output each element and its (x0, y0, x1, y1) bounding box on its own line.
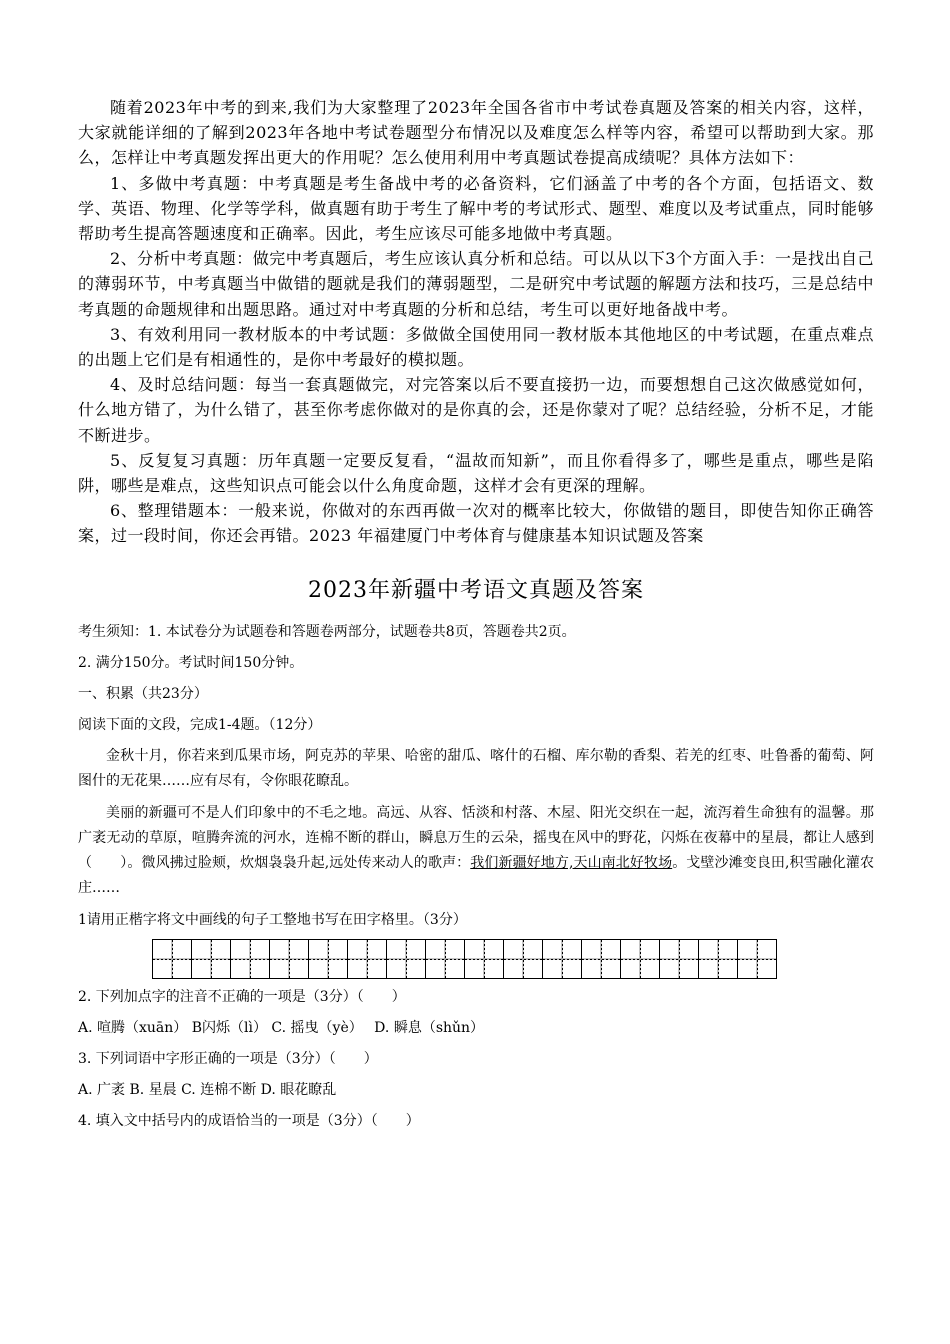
tianzige-guides (192, 940, 230, 978)
tianzige-guides (543, 940, 581, 978)
tianzige-cell (543, 940, 582, 978)
tianzige-guides (153, 940, 191, 978)
passage-paragraph (78, 801, 874, 901)
passage-text: 。戈壁沙滩变良田,积雪融化灌农庄…… (78, 854, 875, 896)
tianzige-guides (465, 940, 503, 978)
tianzige-guides (582, 940, 620, 978)
tianzige-cell (153, 940, 192, 978)
underlined-sentence: 我们新疆好地方,天山南北好牧场 (470, 854, 673, 871)
tianzige-cell (348, 940, 387, 978)
tianzige-cell (309, 940, 348, 978)
tianzige-guides (270, 940, 308, 978)
tianzige-cell (270, 940, 309, 978)
tianzige-guides (387, 940, 425, 978)
tianzige-guides (231, 940, 269, 978)
tianzige-cell (465, 940, 504, 978)
document-page (78, 95, 874, 1140)
question-3: 3. 下列词语中字形正确的一项是（3分）（ ） (78, 1050, 378, 1067)
intro-paragraph: 1、多做中考真题：中考真题是考生备战中考的必备资料，它们涵盖了中考的各个方面，包括语文、数学、英语、物理、化学等学科，做真题有助于考生了解中考的考试形式、题型、难度以及考试重点，同时能够帮助考生提高答题速度和正确率。因此，考生应该尽可能多地做中考真题。 (78, 173, 874, 244)
intro-paragraph: 4、及时总结问题：每当一套真题做完，对完答案以后不要直接扔一边，而要想想自己这次做感觉如何，什么地方错了，为什么错了，甚至你考虑你做对的是你真的会，还是你蒙对了呢？总结经验，分析不足，才能不断进步。 (78, 375, 874, 445)
tianzige-cell (738, 940, 777, 978)
tianzige-cell (699, 940, 738, 978)
section-heading: 一、积累（共23分） (78, 685, 208, 702)
intro-paragraph: 2、分析中考真题：做完中考真题后，考生应该认真分析和总结。可以从以下3个方面入手：一是找出自己的薄弱环节，中考真题当中做错的题就是我们的薄弱题型，二是研究中考试题的解题方法和技巧，三是总结中考真题的命题规律和出题思路。通过对中考真题的分析和总结，考生可以更好地备战中考。 (78, 249, 874, 319)
tianzige-cell (504, 940, 543, 978)
tianzige-cell (621, 940, 660, 978)
tianzige-cell (426, 940, 465, 978)
tianzige-cell (231, 940, 270, 978)
intro-paragraph: 6、整理错题本：一般来说，你做对的东西再做一次对的概率比较大，你做错的题目，即使告知你正确答案，过一段时间，你还会再错。2023 年福建厦门中考体育与健康基本知识试题及答案 (78, 501, 874, 546)
tianzige-cell (582, 940, 621, 978)
question-1: 1请用正楷字将文中画线的句子工整地书写在田字格里。（3分） (78, 911, 467, 928)
tianzige-cell (387, 940, 426, 978)
intro-paragraph: 3、有效利用同一教材版本的中考试题：多做做全国使用同一教材版本其他地区的中考试题，在重点难点的出题上它们是有相通性的，是你中考最好的模拟题。 (78, 324, 874, 370)
tianzige-guides (348, 940, 386, 978)
question-4: 4. 填入文中括号内的成语恰当的一项是（3分）（ ） (78, 1112, 420, 1129)
exam-title: 2023年新疆中考语文真题及答案 (308, 577, 644, 603)
exam-section (78, 620, 874, 1134)
notice-line: 2. 满分150分。考试时间150分钟。 (78, 654, 304, 671)
tianzige-guides (309, 940, 347, 978)
intro-paragraph: 随着2023年中考的到来,我们为大家整理了2023年全国各省市中考试卷真题及答案的相关内容，这样，大家就能详细的了解到2023年各地中考试卷题型分布情况以及难度怎么样等内容，希望可以帮助到大家。那么，怎样让中考真题发挥出更大的作用呢？怎么使用利用中考真题试卷提高成绩呢？具体方法如下： (78, 98, 874, 168)
tianzige-guides (426, 940, 464, 978)
passage-paragraph: 金秋十月，你若来到瓜果市场，阿克苏的苹果、哈密的甜瓜、喀什的石榴、库尔勒的香梨、若羌的红枣、吐鲁番的葡萄、阿图什的无花果……应有尽有，令你眼花瞭乱。 (78, 747, 874, 789)
tianzige-guides (660, 940, 698, 978)
reading-instruction: 阅读下面的文段，完成1-4题。（12分） (78, 716, 322, 733)
question-2: 2. 下列加点字的注音不正确的一项是（3分）（ ） (78, 988, 406, 1005)
tianzige-grid (152, 939, 777, 979)
question-3-options: A. 广袤 B. 星晨 C. 连棉不断 D. 眼花瞭乱 (78, 1081, 337, 1098)
question-2-options: A. 喧腾（xuān） B闪烁（lì） C. 摇曳（yè） D. 瞬息（shǔn） (78, 1019, 485, 1036)
tianzige-guides (504, 940, 542, 978)
tianzige-guides (738, 940, 776, 978)
intro-paragraph: 5、反复复习真题：历年真题一定要反复看，“温故而知新”，而且你看得多了，哪些是重点，哪些是陷阱，哪些是难点，这些知识点可能会以什么角度命题，这样才会有更深的理解。 (78, 450, 874, 496)
notice-line: 考生须知：1. 本试卷分为试题卷和答题卷两部分，试题卷共8页，答题卷共2页。 (78, 623, 576, 640)
tianzige-cell (660, 940, 699, 978)
tianzige-cell (192, 940, 231, 978)
intro-section (78, 95, 874, 549)
passage-text: 美丽的新疆可不是人们印象中的不毛之地。高远、从容、恬淡和村落、木屋、阳光交织在一起，流泻着生命独有的温馨。那广袤无动的草原，喧腾奔流的河水，连棉不断的群山，瞬息万生的云朵，摇曳在风中的野花，闪烁在夜幕中的星晨，都让人感到（ ）。微风拂过脸颊，炊烟袅袅升起,远处传来动人的歌声： (78, 804, 874, 871)
tianzige-guides (699, 940, 737, 978)
tianzige-guides (621, 940, 659, 978)
